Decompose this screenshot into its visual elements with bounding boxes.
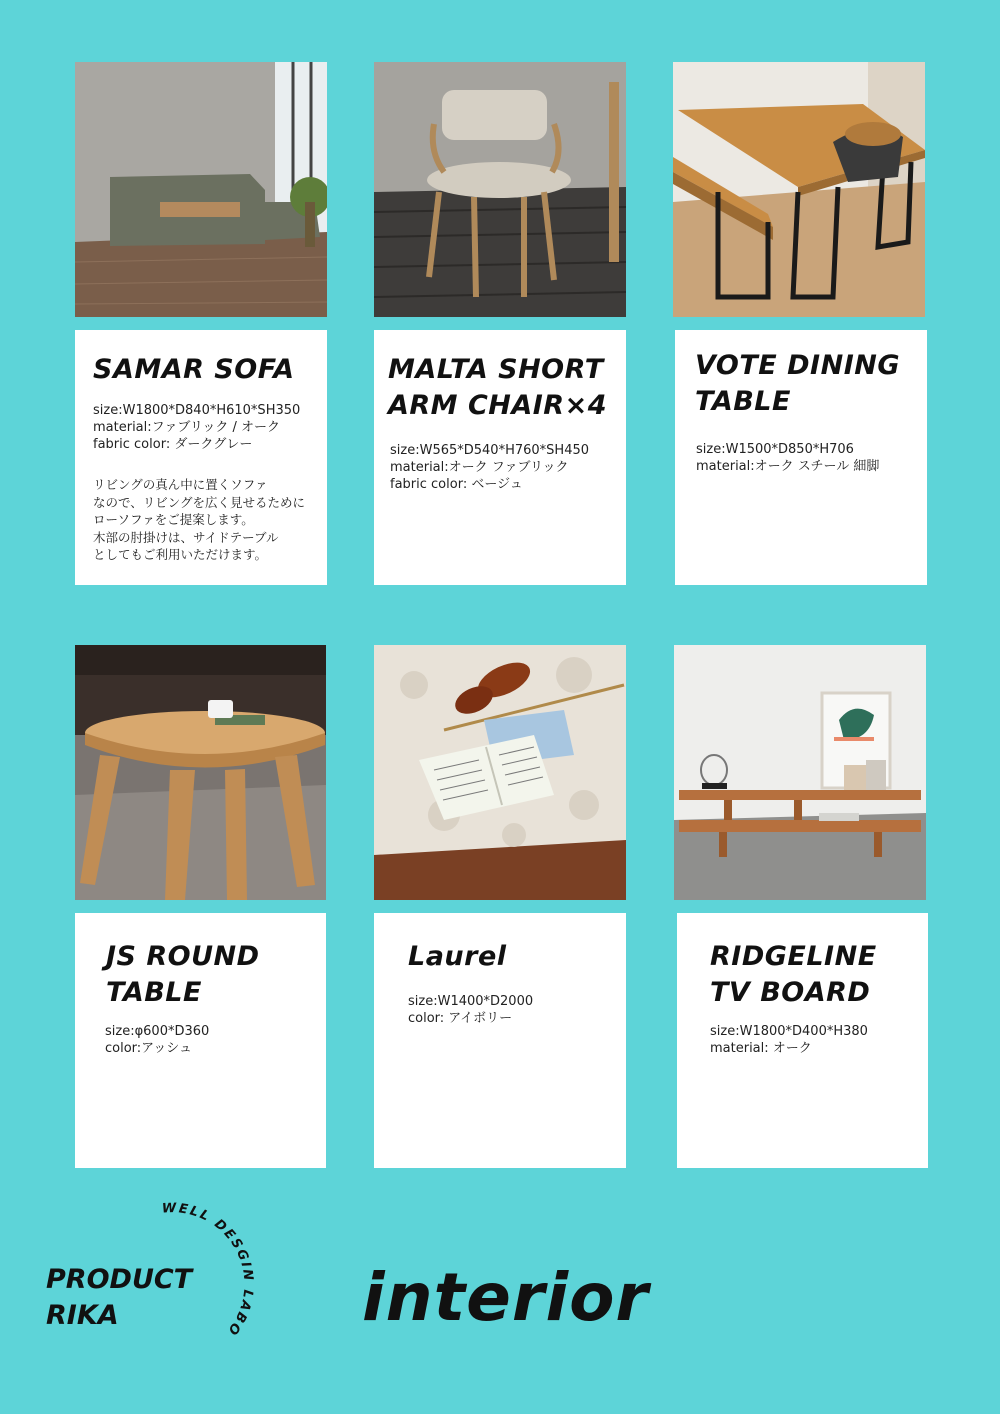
brand-name: PRODUCT RIKA bbox=[46, 1264, 193, 1331]
product-spec: size:W1500*D850*H706 material:オーク スチール 細脚 bbox=[696, 442, 880, 474]
rug-photo bbox=[374, 645, 626, 900]
product-description: リビングの真ん中に置くソファ なので、リビングを広く見せるために ローソファをご提案します。 木部の肘掛けは、サイドテーブル としてもご利用いただけます。 bbox=[93, 477, 306, 562]
dining-table-photo bbox=[673, 62, 925, 317]
product-spec: size:φ600*D360 color:アッシュ bbox=[105, 1024, 210, 1056]
product-title: MALTA SHORT ARM CHAIR×4 bbox=[388, 354, 608, 421]
product-spec: size:W1800*D840*H610*SH350 material:ファブリック / オーク fabric color: ダークグレー bbox=[93, 403, 301, 452]
product-title: SAMAR SOFA bbox=[93, 354, 295, 385]
product-title: VOTE DINING TABLE bbox=[695, 350, 900, 417]
round-table-photo bbox=[75, 645, 326, 900]
chair-photo bbox=[374, 62, 626, 317]
tv-board-photo bbox=[674, 645, 926, 900]
product-spec: size:W1800*D400*H380 material: オーク bbox=[710, 1024, 868, 1056]
product-title: Laurel bbox=[408, 941, 507, 972]
product-title: RIDGELINE TV BOARD bbox=[710, 941, 877, 1008]
headline: interior bbox=[362, 1259, 649, 1336]
product-title: JS ROUND TABLE bbox=[106, 941, 260, 1008]
svg-text:WELL DESGIN LABO: WELL DESGIN LABO bbox=[161, 1201, 256, 1339]
brand-arc-text bbox=[150, 1195, 270, 1345]
sofa-photo bbox=[75, 62, 327, 317]
product-spec: size:W565*D540*H760*SH450 material:オーク ファブリック fabric color: ベージュ bbox=[390, 443, 590, 492]
product-spec: size:W1400*D2000 color: アイボリー bbox=[408, 994, 534, 1026]
